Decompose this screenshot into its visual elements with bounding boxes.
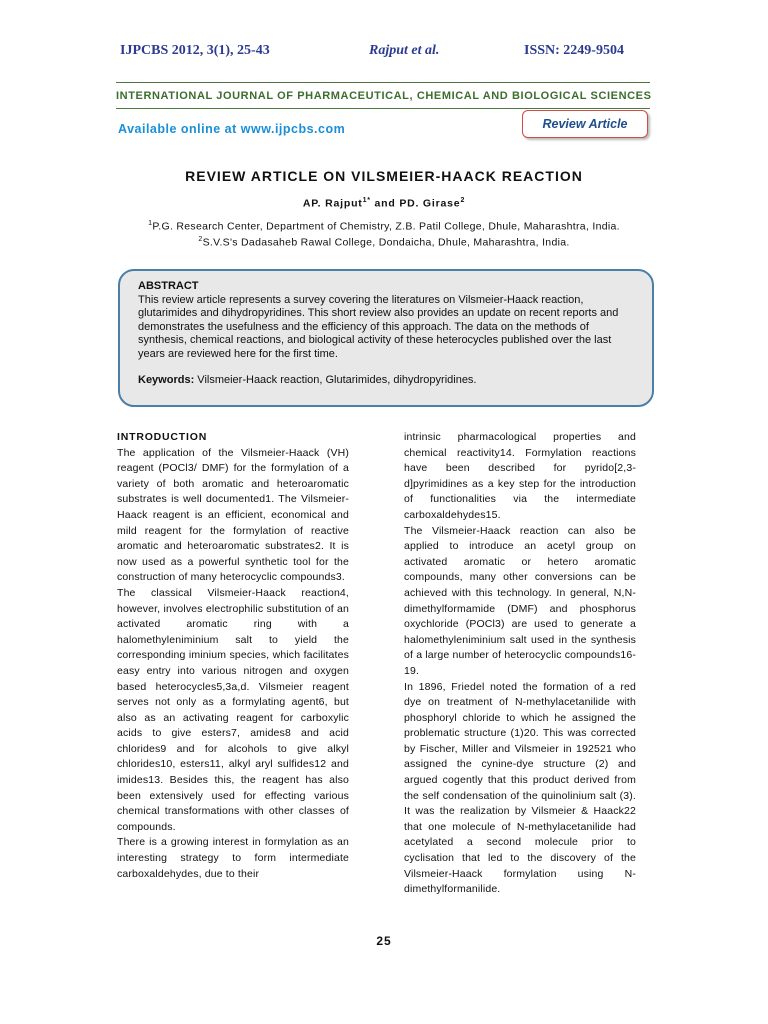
author-1: AP. Rajput <box>302 197 363 210</box>
header-authors: Rajput et al. <box>369 43 440 58</box>
author-2: PD. Girase <box>399 197 461 210</box>
affiliation-1-sup: 1 <box>148 220 153 227</box>
byline <box>0 197 768 210</box>
abstract-box <box>118 269 654 407</box>
header-issn: ISSN: 2249-9504 <box>524 43 624 58</box>
column-left <box>117 430 349 882</box>
header-rule-bottom <box>116 108 650 109</box>
article-title: REVIEW ARTICLE ON VILSMEIER-HAACK REACTION <box>185 168 583 184</box>
journal-name: INTERNATIONAL JOURNAL OF PHARMACEUTICAL, CHEMICAL AND BIOLOGICAL SCIENCES <box>116 90 652 102</box>
keywords <box>138 374 634 388</box>
column-right <box>404 430 636 898</box>
intro-paragraph-1: The application of the Vilsmeier-Haack (VH) reagent (POCl3/ DMF) for the formylation of a variety of both aromatic and heteroaromatic substrates is well documented1. The Vilsmeier-Haack reagent is an efficient, economical and mild reagent for the formylation of reactive aromatic and heteroaromatic substrates2. It is now used as a powerful synthetic tool for the construction of many heterocyclic compounds3. <box>117 446 349 584</box>
author-1-sup: 1* <box>362 197 371 204</box>
intro-paragraph-5: The Vilsmeier-Haack reaction can also be applied to introduce an acetyl group on activated aromatic or hetero aromatic compounds, many other conversions can be achieved with this technology. In general, N,N-dimethylformamide (DMF) and phosphorus oxychloride (POCl3) are used to generate a halomethyleniminium salt used in the synthesis of a large number of heterocyclic compounds16-19. <box>404 524 636 677</box>
header-journal: IJPCBS 2012, 3(1), 25-43 <box>120 43 270 58</box>
affiliation-2 <box>0 236 768 249</box>
introduction-heading: INTRODUCTION <box>117 431 208 443</box>
abstract-text: This review article represents a survey covering the literatures on Vilsmeier-Haack reaction, glutarimides and dihydropyridines. This short review also provides an update on recent reports and demonstrates the usefulness and the efficiency of this approach. The data on the methods of synthesis, chemical reactions, and biological activity of these heterocycles published over the last years are reviewed here for the first time. <box>138 293 619 360</box>
available-online-link[interactable]: Available online at www.ijpcbs.com <box>118 122 346 136</box>
page-number: 25 <box>376 934 392 948</box>
affiliation-2-sup: 2 <box>198 236 203 243</box>
keywords-text: Vilsmeier-Haack reaction, Glutarimides, dihydropyridines. <box>194 373 477 386</box>
author-2-sup: 2 <box>460 197 466 204</box>
keywords-label: Keywords: <box>138 373 195 386</box>
affiliation-1 <box>0 220 768 233</box>
intro-paragraph-6: In 1896, Friedel noted the formation of a red dye on treatment of N-methylacetanilide with phosphoryl chloride to which he assigned the problematic structure (1)20. This was corrected by Fischer, Miller and Vilsmeier in 192521 who assigned the cynine-dye structure (2) and argued cogently that this product derived from the self condensation of the quinolinium salt (3). It was the realization by Vilsmeier & Haack22 that one molecule of N-methylacetanilide had acetylated a second molecule prior to cyclisation that led to the discovery of the Vilsmeier-Haack formylation using N-dimethylformanilide. <box>404 680 636 896</box>
review-article-badge: Review Article <box>522 110 648 138</box>
affiliation-2-text: S.V.S's Dadasaheb Rawal College, Dondaicha, Dhule, Maharashtra, India. <box>202 236 570 249</box>
byline-and: and <box>370 197 400 210</box>
abstract-heading: ABSTRACT <box>138 280 199 292</box>
header-rule-top <box>116 82 650 83</box>
affiliation-1-text: P.G. Research Center, Department of Chemistry, Z.B. Patil College, Dhule, Maharashtra, India. <box>152 220 620 233</box>
intro-paragraph-2: The classical Vilsmeier-Haack reaction4, however, involves electrophilic substitution of an activated aromatic ring with a halomethyleniminium salt to yield the corresponding iminium species, which facilitates easy entry into various nitrogen and oxygen based heterocycles5,3a,d. Vilsmeier reagent serves not only as a formylating agent6, but also as an activating reagent for carboxylic acids to give esters7, amides8 and acid chlorides9 and for alcohols to give alkyl chlorides10, esters11, alkyl aryl sulfides12 and imides13. Besides this, the reagent has also been extensively used for effecting various chemical transformations with other classes of compounds. <box>117 586 349 833</box>
intro-paragraph-4: intrinsic pharmacological properties and chemical reactivity14. Formylation reactions have been described for pyrido[2,3-d]pyrimidines as a key step for the introduction of functionalities via the intermediate carboxaldehydes15. <box>404 431 636 521</box>
intro-paragraph-3: There is a growing interest in formylation as an interesting strategy to form intermediate carboxaldehydes, due to their <box>117 836 349 880</box>
